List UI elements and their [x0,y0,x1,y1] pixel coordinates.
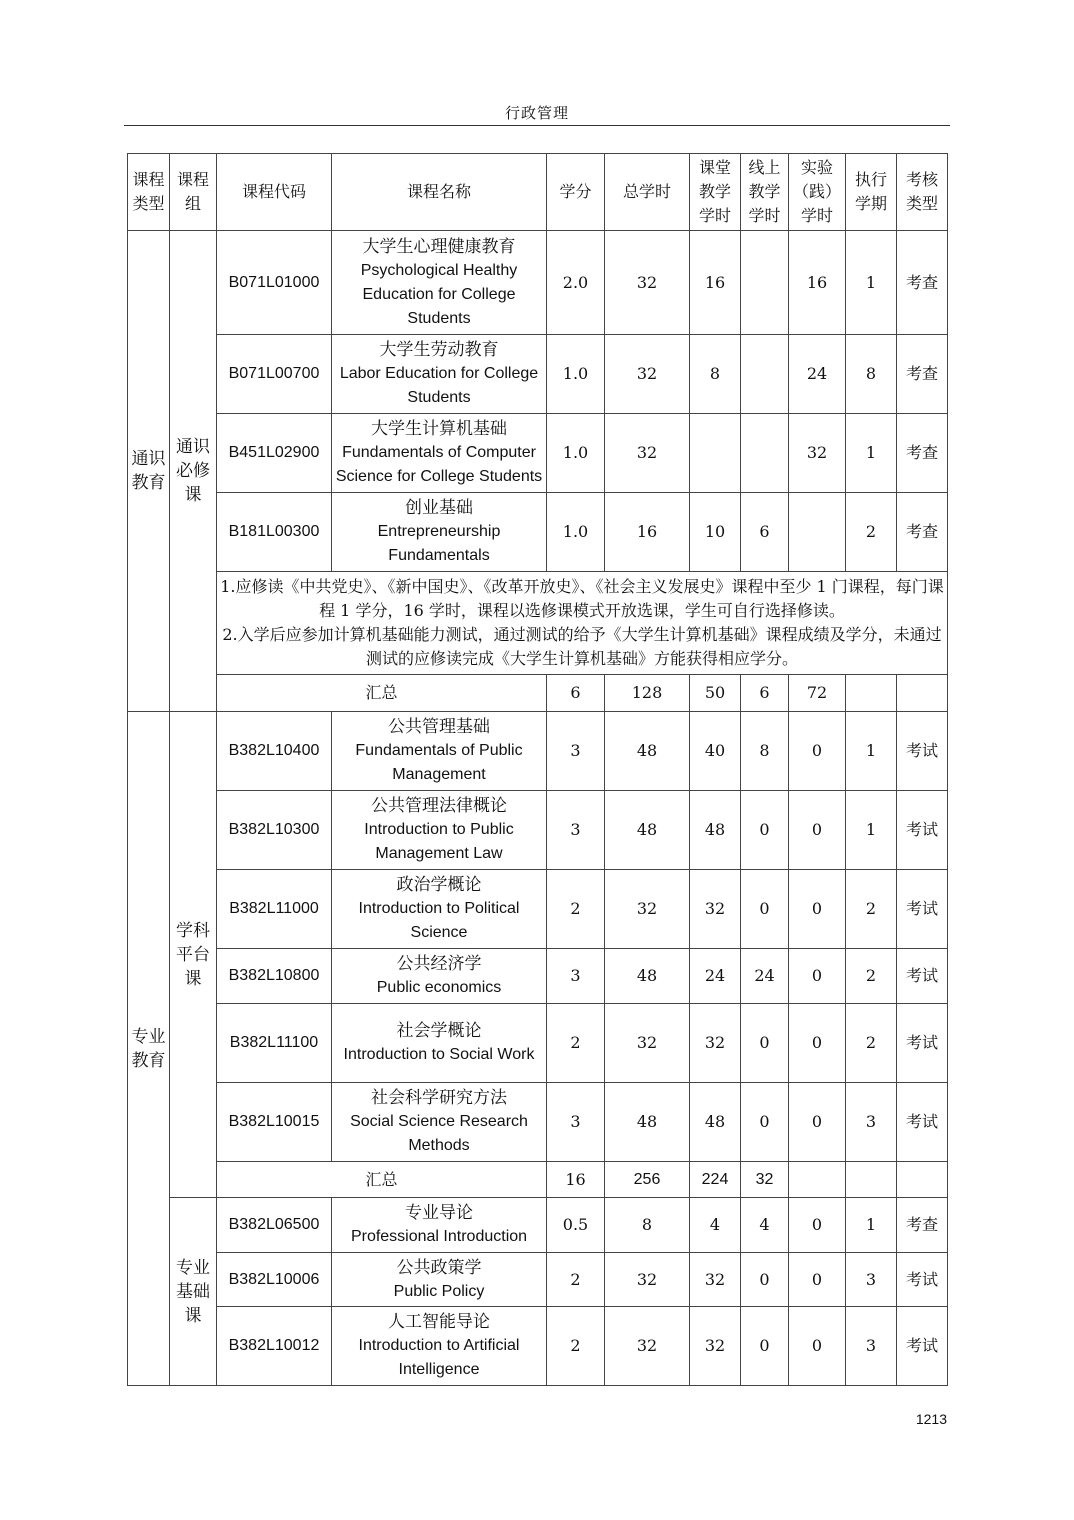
course-credit: 0.5 [547,1198,605,1253]
notes-cell [217,572,948,675]
course-credit: 2 [547,1004,605,1083]
course-name-zh: 大学生心理健康教育 [362,236,516,257]
course-credit: 2 [547,870,605,949]
course-group-cell: 学科平台课 [170,712,217,1198]
course-credit: 1.0 [547,335,605,414]
summary-classroom: 50 [690,675,741,712]
summary-row [128,1162,948,1198]
course-name-en: Introduction to Artificial Intelligence [358,1337,520,1378]
summary-row [128,675,948,712]
col-header-credit: 学分 [547,154,605,231]
course-name-zh: 大学生计算机基础 [371,419,507,439]
course-name-cell [332,493,547,572]
course-name-zh: 社会学概论 [396,1021,482,1041]
course-exam: 考试 [897,870,948,949]
course-online [741,231,789,335]
summary-exam [897,675,948,712]
course-practice: 16 [789,231,846,335]
summary-practice [789,1162,846,1198]
course-name-zh: 大学生劳动教育 [379,340,499,360]
course-total: 32 [605,870,690,949]
curriculum-table [127,153,948,1386]
course-type-cell: 专业教育 [128,712,170,1386]
course-online: 24 [741,949,789,1004]
course-total: 8 [605,1198,690,1253]
summary-label: 汇总 [217,675,547,712]
course-row [128,414,948,493]
summary-total: 256 [605,1162,690,1198]
course-name-cell [332,231,547,335]
course-credit: 3 [547,1083,605,1162]
course-code: B382L11100 [217,1004,332,1083]
course-name-en: Social Science Research Methods [350,1113,528,1154]
course-total: 48 [605,712,690,791]
course-name-en: Entrepreneurship Fundamentals [377,523,501,564]
col-header-total-hours: 总学时 [605,154,690,231]
course-online [741,414,789,493]
course-exam: 考试 [897,712,948,791]
summary-classroom: 224 [690,1162,741,1198]
course-row [128,791,948,870]
course-total: 32 [605,1307,690,1386]
col-header-classroom-hours: 课堂教学学时 [690,154,741,231]
course-name-zh: 创业基础 [405,498,473,518]
course-classroom: 4 [690,1198,741,1253]
page-number: 1213 [915,1411,947,1427]
course-name-en: Public economics [376,979,502,996]
course-classroom [690,414,741,493]
course-practice: 0 [789,870,846,949]
course-group-cell: 专业基础课 [170,1198,217,1386]
course-row [128,870,948,949]
course-credit: 1.0 [547,414,605,493]
col-header-group: 课程组 [170,154,217,231]
course-online: 8 [741,712,789,791]
course-term: 1 [846,791,897,870]
course-practice: 0 [789,1307,846,1386]
course-exam: 考试 [897,1004,948,1083]
course-exam: 考试 [897,1253,948,1307]
course-name-cell [332,1253,547,1307]
course-term: 2 [846,1004,897,1083]
course-practice: 0 [789,949,846,1004]
course-term: 3 [846,1253,897,1307]
course-code: B382L10015 [217,1083,332,1162]
summary-exam [897,1162,948,1198]
course-name-zh: 公共管理法律概论 [371,796,507,816]
note-line: 2.入学后应参加计算机基础能力测试，通过测试的给予《大学生计算机基础》课程成绩及学分，未通过测试的应修读完成《大学生计算机基础》方能获得相应学分。 [222,625,942,668]
course-row [128,1083,948,1162]
course-online: 0 [741,1253,789,1307]
course-row [128,1004,948,1083]
course-row [128,335,948,414]
course-code: B382L10300 [217,791,332,870]
course-exam: 考查 [897,335,948,414]
course-classroom: 32 [690,870,741,949]
course-term: 2 [846,949,897,1004]
course-group-cell: 通识必修课 [170,231,217,712]
course-practice: 0 [789,1083,846,1162]
course-row [128,1198,948,1253]
header-divider [124,125,950,126]
note-line: 1.应修读《中共党史》、《新中国史》、《改革开放史》、《社会主义发展史》课程中至少 1 门课程，每门课程 1 学分，16 学时，课程以选修课模式开放选课，学生可自行选择修读。 [220,577,944,620]
course-term: 8 [846,335,897,414]
course-practice: 0 [789,1004,846,1083]
course-exam: 考试 [897,1083,948,1162]
course-credit: 3 [547,949,605,1004]
course-practice [789,493,846,572]
summary-total: 128 [605,675,690,712]
course-total: 48 [605,949,690,1004]
course-exam: 考试 [897,1307,948,1386]
course-online: 0 [741,791,789,870]
course-code: B071L01000 [217,231,332,335]
course-exam: 考查 [897,231,948,335]
course-credit: 2.0 [547,231,605,335]
course-term: 3 [846,1307,897,1386]
course-classroom: 24 [690,949,741,1004]
course-name-zh: 公共政策学 [396,1257,482,1278]
summary-practice: 72 [789,675,846,712]
course-term: 1 [846,414,897,493]
course-online: 6 [741,493,789,572]
course-row [128,712,948,791]
course-total: 32 [605,335,690,414]
col-header-exam-type: 考核类型 [897,154,948,231]
course-name-cell [332,414,547,493]
course-online [741,335,789,414]
course-name-zh: 社会科学研究方法 [371,1088,507,1108]
col-header-type: 课程类型 [128,154,170,231]
course-name-cell [332,949,547,1004]
course-online: 0 [741,1004,789,1083]
course-exam: 考试 [897,949,948,1004]
course-total: 32 [605,1253,690,1307]
course-name-en: Introduction to Political Science [358,900,520,941]
course-practice: 0 [789,1198,846,1253]
course-classroom: 32 [690,1307,741,1386]
course-name-en: Introduction to Public Management Law [364,821,514,862]
course-code: B382L11000 [217,870,332,949]
course-term: 3 [846,1083,897,1162]
course-code: B382L10006 [217,1253,332,1307]
table-header-row [128,154,948,231]
course-practice: 0 [789,712,846,791]
course-credit: 3 [547,791,605,870]
course-classroom: 10 [690,493,741,572]
page-header-title: 行政管理 [504,104,569,122]
course-code: B382L10012 [217,1307,332,1386]
course-code: B451L02900 [217,414,332,493]
course-name-en: Fundamentals of Computer Science for College Students [335,444,543,485]
course-practice: 24 [789,335,846,414]
course-name-zh: 政治学概论 [396,875,482,895]
course-name-cell [332,335,547,414]
course-name-zh: 公共经济学 [396,954,482,974]
course-code: B071L00700 [217,335,332,414]
course-credit: 1.0 [547,493,605,572]
course-online: 0 [741,1083,789,1162]
course-type-cell: 通识教育 [128,231,170,712]
course-row [128,1307,948,1386]
course-name-zh: 公共管理基础 [388,717,490,737]
course-practice: 0 [789,1253,846,1307]
course-practice: 32 [789,414,846,493]
course-term: 1 [846,231,897,335]
col-header-practice-hours: 实验（践）学时 [789,154,846,231]
summary-label: 汇总 [217,1162,547,1198]
course-code: B382L06500 [217,1198,332,1253]
course-exam: 考试 [897,791,948,870]
course-code: B382L10400 [217,712,332,791]
course-code: B181L00300 [217,493,332,572]
course-name-en: Professional Introduction [350,1228,528,1245]
course-row [128,949,948,1004]
course-total: 16 [605,493,690,572]
col-header-code: 课程代码 [217,154,332,231]
course-practice: 0 [789,791,846,870]
course-name-zh: 人工智能导论 [388,1312,490,1332]
course-term: 2 [846,870,897,949]
course-classroom: 8 [690,335,741,414]
course-classroom: 32 [690,1004,741,1083]
course-name-cell [332,1307,547,1386]
course-total: 32 [605,414,690,493]
summary-credit: 6 [547,675,605,712]
course-row [128,493,948,572]
course-name-cell [332,1004,547,1083]
course-classroom: 48 [690,1083,741,1162]
course-classroom: 48 [690,791,741,870]
course-term: 2 [846,493,897,572]
course-credit: 2 [547,1253,605,1307]
col-header-online-hours: 线上教学学时 [741,154,789,231]
course-exam: 考查 [897,1198,948,1253]
summary-online: 6 [741,675,789,712]
course-row [128,231,948,335]
summary-credit: 16 [547,1162,605,1198]
course-name-en: Public Policy [393,1282,485,1300]
course-name-en: Introduction to Social Work [343,1046,535,1063]
course-name-zh: 专业导论 [405,1203,473,1223]
course-name-cell [332,1083,547,1162]
col-header-term: 执行学期 [846,154,897,231]
course-total: 48 [605,1083,690,1162]
summary-term [846,1162,897,1198]
course-online: 4 [741,1198,789,1253]
course-name-cell [332,712,547,791]
notes-row [128,572,948,675]
course-total: 48 [605,791,690,870]
course-name-en: Fundamentals of Public Management [355,742,523,783]
course-total: 32 [605,1004,690,1083]
col-header-name: 课程名称 [332,154,547,231]
course-term: 1 [846,712,897,791]
summary-online: 32 [741,1162,789,1198]
course-row [128,1253,948,1307]
course-online: 0 [741,1307,789,1386]
course-credit: 3 [547,712,605,791]
course-credit: 2 [547,1307,605,1386]
course-name-cell [332,791,547,870]
summary-term [846,675,897,712]
course-classroom: 16 [690,231,741,335]
course-name-en: Labor Education for College Students [339,365,539,406]
course-classroom: 32 [690,1253,741,1307]
course-code: B382L10800 [217,949,332,1004]
course-term: 1 [846,1198,897,1253]
course-online: 0 [741,870,789,949]
course-name-cell [332,870,547,949]
course-name-cell [332,1198,547,1253]
course-total: 32 [605,231,690,335]
course-exam: 考查 [897,493,948,572]
course-exam: 考查 [897,414,948,493]
course-name-en: Psychological Healthy Education for College Students [360,261,518,327]
course-classroom: 40 [690,712,741,791]
